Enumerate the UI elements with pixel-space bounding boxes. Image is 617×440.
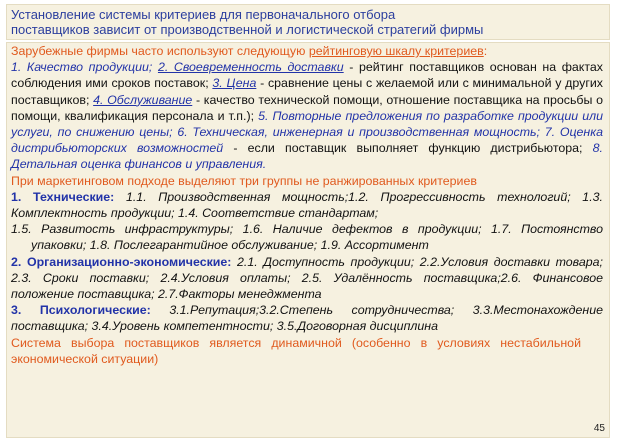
group-org-economic (11, 254, 603, 303)
criterion-7: 7. Оценка дистрибьюторских возможностей (11, 125, 603, 156)
footer-text: Система выбора поставщиков является динамичной (особенно в условиях нестабильной экономической ситуации) (11, 335, 581, 366)
group-psychological (11, 302, 603, 334)
page-number: 45 (593, 423, 605, 434)
header-line-2: поставщиков зависит от производственной и логистической стратегий фирмы (11, 22, 484, 37)
header-line-1: Установление системы критериев для первоначального отбора (11, 7, 396, 22)
criterion-2-desc: - рейтинг поставщиков основан на фактах соблюдения ими сроков поставок; (11, 60, 603, 91)
criterion-2: 2. Своевременность доставки (157, 60, 344, 75)
criterion-4-desc: - качество технической помощи, отношение поставщика на просьбы о помощи, квалификация персонала и т.п.); (11, 92, 604, 123)
intro-colon: : (483, 44, 488, 58)
criterion-6: 6. Техническая, инженерная и производственная мощность; (177, 125, 540, 140)
group-technical (11, 189, 603, 221)
criterion-3: 3. Цена (212, 76, 257, 91)
criterion-5: 5. Повторные предложения по разработке продукции или услуги, по снижению цены; (11, 108, 603, 140)
group-org-economic-title: 2. Организационно-экономические: (11, 254, 232, 269)
criterion-4: 4. Обслуживание (93, 92, 193, 107)
content-box (6, 42, 610, 438)
group-technical-items: 1.1. Производственная мощность;1.2. Прогрессивность технологий; 1.3. Комплектность продукции; 1.4. Соответствие стандартам; (11, 189, 603, 221)
group-technical-title: 1. Технические: (11, 189, 115, 204)
criteria-paragraph (11, 59, 603, 172)
criterion-7-desc: - если поставщик выполняет функцию дистрибьютора; (223, 141, 583, 156)
header-box (6, 4, 610, 40)
intro-paragraph (11, 43, 603, 59)
group-psychological-title: 3. Психологические: (11, 303, 151, 318)
intro-lead: Зарубежные фирмы часто используют следующую (11, 44, 309, 58)
criterion-3-desc: - сравнение цены с желаемой или с минимальной у других поставщиков; (11, 76, 603, 107)
rating-scale-link[interactable]: рейтинговую шкалу критериев (308, 44, 484, 58)
group-technical-items-2: 1.5. Развитость инфраструктуры; 1.6. Наличие дефектов в продукции; 1.7. Постоянство упаковки; 1.8. Послегарантийное обслуживание; 1.9. Ассортимент (11, 222, 603, 253)
criterion-1: 1. Качество продукции; (11, 60, 153, 75)
marketing-title: При маркетинговом подходе выделяют три группы не ранжированных критериев (11, 173, 477, 188)
group-org-economic-items: 2.1. Доступность продукции; 2.2.Условия доставки товара; 2.3. Сроки поставки; 2.4.Условия оплаты; 2.5. Удалённость поставщика;2.6. Финансовое положение поставщика; 2.7.Факторы менеджмента (11, 254, 603, 302)
group-psychological-items: 3.1.Репутация;3.2.Степень сотрудничества; 3.3.Местонахождение поставщика; 3.4.Уровень компетентности; 3.5.Договорная дисциплина (11, 303, 603, 334)
criterion-8: 8. Детальная оценка финансов и управления. (11, 141, 603, 172)
